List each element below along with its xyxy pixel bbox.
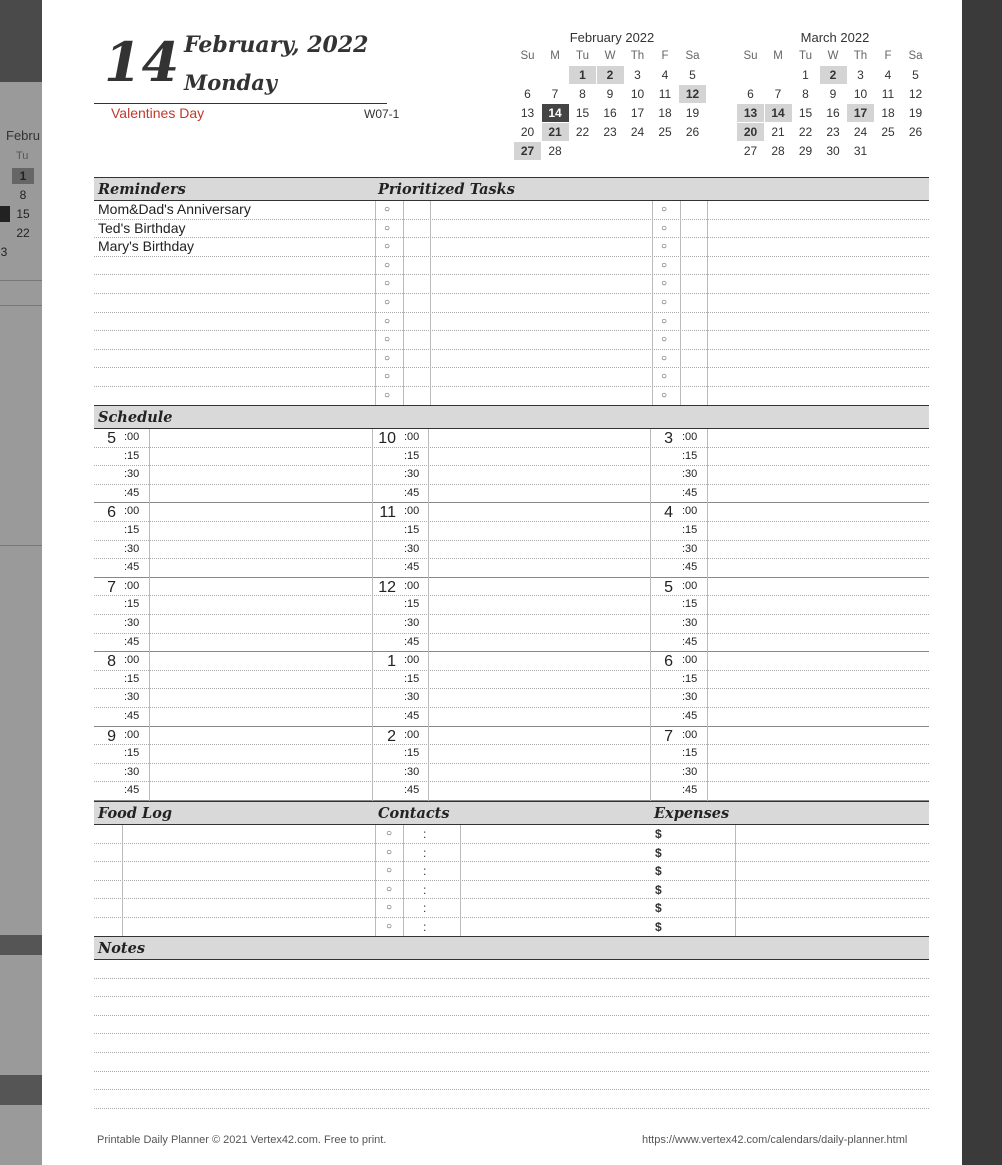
notes-line[interactable]: [94, 1072, 929, 1091]
column-divider: [707, 429, 708, 801]
schedule-minute[interactable]: :30: [682, 468, 698, 481]
section-title-expenses: Expenses: [654, 805, 730, 822]
mini-calendar-february: [514, 30, 710, 165]
mini-calendar-day[interactable]: 2: [820, 66, 847, 84]
contact-colon: :: [423, 920, 427, 934]
schedule-hour: 7: [664, 727, 673, 745]
schedule-minute[interactable]: :00: [124, 505, 140, 518]
mini-calendar-day[interactable]: 21: [771, 125, 785, 139]
mini-calendar-weekday: Th: [630, 50, 645, 62]
schedule-hour: 2: [387, 727, 396, 745]
reminder-task-row: [94, 387, 929, 406]
schedule-slot-row: [94, 466, 929, 485]
mini-calendar-day[interactable]: 30: [826, 144, 840, 158]
section-title-food-log: Food Log: [98, 805, 173, 822]
schedule-slot-row: [94, 615, 929, 634]
mini-calendar-day[interactable]: 25: [658, 125, 672, 139]
food-contact-expense-row: [94, 825, 929, 844]
column-divider: [652, 201, 653, 406]
section-title-reminders: Reminders: [98, 181, 186, 198]
mini-calendar-day[interactable]: 1: [802, 68, 809, 82]
column-divider: [372, 429, 373, 801]
schedule-minute[interactable]: :30: [124, 765, 140, 778]
schedule-hour: 10: [378, 430, 396, 447]
column-divider: [122, 825, 123, 937]
schedule-hour: 4: [664, 504, 673, 522]
mini-calendar-weekday: F: [661, 50, 669, 62]
mini-calendar-day[interactable]: 11: [658, 87, 672, 101]
task-bullet-icon[interactable]: ○: [661, 352, 668, 364]
schedule-hour: 12: [378, 578, 396, 596]
schedule-minute[interactable]: :15: [124, 747, 140, 760]
planner-page: [42, 0, 962, 1165]
schedule-minute[interactable]: :00: [124, 728, 140, 741]
schedule-grid: [94, 429, 929, 801]
schedule-minute[interactable]: :45: [682, 784, 698, 797]
mini-calendar-day[interactable]: 5: [912, 68, 919, 82]
mini-calendar-day[interactable]: 18: [881, 106, 895, 120]
mini-calendar-weekday: Th: [853, 50, 868, 62]
contact-bullet-icon[interactable]: ○: [386, 865, 393, 877]
schedule-hour: 1: [387, 653, 396, 671]
mini-calendar-day[interactable]: 3: [634, 68, 641, 82]
schedule-minute[interactable]: :45: [404, 635, 420, 648]
mini-calendar-day[interactable]: 17: [630, 106, 645, 120]
background-window-panel: [0, 0, 42, 1165]
task-bullet-icon[interactable]: ○: [384, 371, 391, 383]
schedule-minute[interactable]: :15: [682, 598, 698, 611]
mini-calendar-day[interactable]: 27: [514, 142, 541, 160]
mini-calendar-day[interactable]: 13: [520, 106, 535, 120]
mini-calendar-day[interactable]: 3: [857, 68, 864, 82]
schedule-minute[interactable]: :30: [404, 691, 420, 704]
background-gridline: [0, 280, 42, 281]
background-day: 8: [19, 188, 27, 202]
schedule-minute[interactable]: :45: [124, 635, 140, 648]
background-gridline: [0, 545, 42, 546]
notes-line[interactable]: [94, 1034, 929, 1053]
task-bullet-icon[interactable]: ○: [661, 334, 668, 346]
mini-calendar-day[interactable]: 15: [798, 106, 813, 120]
month-year-title: February, 2022: [184, 32, 369, 58]
expense-dollar[interactable]: $: [655, 845, 662, 860]
section-bar-reminders-tasks: [94, 177, 929, 201]
mini-calendar-day[interactable]: 28: [771, 144, 785, 158]
mini-calendar-day[interactable]: 16: [826, 106, 840, 120]
schedule-minute[interactable]: :30: [682, 617, 698, 629]
schedule-minute[interactable]: :15: [404, 449, 420, 462]
task-bullet-icon[interactable]: ○: [661, 390, 668, 401]
schedule-slot-row: [94, 503, 929, 522]
schedule-minute[interactable]: :00: [404, 431, 420, 443]
column-divider: [650, 429, 651, 801]
schedule-slot-row: [94, 485, 929, 504]
schedule-minute[interactable]: :00: [682, 728, 698, 741]
notes-line[interactable]: [94, 1090, 929, 1109]
schedule-minute[interactable]: :00: [682, 431, 698, 443]
column-divider: [375, 201, 376, 406]
schedule-minute[interactable]: :00: [682, 505, 698, 518]
reminder-task-row: [94, 275, 929, 294]
schedule-minute[interactable]: :30: [124, 542, 140, 555]
notes-lines: [94, 960, 929, 1110]
mini-calendar-day[interactable]: 4: [884, 68, 892, 82]
mini-calendar-day[interactable]: 9: [829, 87, 837, 101]
task-bullet-icon[interactable]: ○: [384, 222, 391, 234]
schedule-minute[interactable]: :30: [404, 468, 420, 481]
mini-calendar-weekday: Tu: [576, 50, 589, 62]
column-divider: [403, 201, 404, 406]
header-divider: [94, 103, 387, 104]
schedule-minute[interactable]: :30: [404, 542, 420, 555]
mini-calendar-weekday: W: [604, 50, 616, 62]
schedule-hour: 7: [107, 578, 116, 596]
schedule-hour: 6: [664, 653, 673, 671]
reminder-text[interactable]: Mom&Dad's Anniversary: [98, 201, 251, 217]
mini-calendar-day[interactable]: 20: [737, 123, 764, 141]
column-divider: [149, 429, 150, 801]
mini-calendar-day[interactable]: 8: [802, 87, 809, 101]
schedule-hour: 5: [107, 430, 116, 447]
task-bullet-icon[interactable]: ○: [661, 297, 668, 308]
mini-calendar-day[interactable]: 22: [798, 125, 813, 139]
reminder-task-row: [94, 238, 929, 257]
reminder-task-row: [94, 220, 929, 239]
section-title-contacts: Contacts: [378, 805, 450, 822]
schedule-hour: 9: [107, 727, 116, 745]
mini-calendar-day[interactable]: 27: [743, 144, 758, 158]
schedule-minute[interactable]: :00: [682, 654, 698, 667]
mini-calendar-day[interactable]: 28: [548, 144, 562, 158]
mini-calendar-day[interactable]: 16: [603, 106, 617, 120]
notes-line[interactable]: [94, 979, 929, 998]
schedule-slot-row: [94, 578, 929, 597]
column-divider: [707, 201, 708, 406]
contact-bullet-icon[interactable]: ○: [386, 883, 393, 895]
schedule-minute[interactable]: :15: [682, 747, 698, 760]
schedule-hour: 5: [664, 578, 673, 596]
mini-calendar-day[interactable]: 14: [542, 104, 569, 122]
reminder-task-row: [94, 350, 929, 369]
schedule-minute[interactable]: :30: [404, 765, 420, 778]
mini-calendar-day[interactable]: 7: [551, 87, 559, 101]
section-bar-notes: [94, 936, 929, 960]
mini-calendar-day[interactable]: 24: [853, 125, 868, 139]
food-contact-expense-row: [94, 899, 929, 918]
mini-calendar-day[interactable]: 31: [853, 144, 868, 158]
contact-colon: :: [423, 845, 427, 860]
mini-calendar-day[interactable]: 6: [524, 87, 531, 101]
footer-url[interactable]: https://www.vertex42.com/calendars/daily-planner.html: [642, 1134, 908, 1146]
mini-calendar-weekday: Su: [743, 50, 758, 62]
schedule-minute[interactable]: :30: [124, 617, 140, 629]
mini-calendar-day[interactable]: 12: [679, 85, 706, 103]
schedule-hour: 11: [379, 504, 396, 522]
expense-dollar[interactable]: $: [655, 827, 662, 841]
section-bar-food-contacts-expenses: [94, 801, 929, 825]
mini-calendar-day[interactable]: 19: [685, 106, 700, 120]
schedule-minute[interactable]: :15: [682, 672, 698, 685]
schedule-minute[interactable]: :45: [124, 486, 140, 499]
notes-line[interactable]: [94, 997, 929, 1016]
notes-line[interactable]: [94, 960, 929, 979]
schedule-minute[interactable]: :45: [404, 710, 420, 722]
mini-calendar-day[interactable]: 29: [798, 144, 813, 158]
schedule-minute[interactable]: :45: [124, 784, 140, 797]
task-bullet-icon[interactable]: ○: [384, 334, 391, 346]
schedule-minute[interactable]: :00: [124, 654, 140, 667]
schedule-hour: 3: [664, 430, 673, 447]
mini-calendar-day[interactable]: 12: [908, 87, 923, 101]
schedule-minute[interactable]: :30: [124, 691, 140, 704]
reminder-task-row: [94, 368, 929, 387]
mini-calendar-weekday: Su: [520, 50, 535, 62]
task-bullet-icon[interactable]: ○: [384, 297, 391, 308]
mini-calendar-day[interactable]: 6: [747, 87, 754, 101]
mini-calendar-weekday: Tu: [799, 50, 812, 62]
mini-calendar-title: February 2022: [569, 30, 655, 45]
food-contact-expense-row: [94, 862, 929, 881]
schedule-slot-row: [94, 448, 929, 467]
task-bullet-icon[interactable]: ○: [661, 204, 668, 215]
schedule-minute[interactable]: :15: [404, 598, 420, 611]
background-panel-header: [0, 0, 42, 82]
schedule-minute[interactable]: :15: [124, 524, 140, 536]
schedule-minute[interactable]: :00: [682, 579, 698, 592]
mini-calendar-title: March 2022: [800, 30, 870, 45]
mini-calendar-day[interactable]: 14: [765, 104, 792, 122]
task-bullet-icon[interactable]: ○: [661, 371, 668, 383]
schedule-minute[interactable]: :45: [682, 710, 698, 722]
weekday-title: Monday: [184, 70, 278, 95]
schedule-minute[interactable]: :00: [404, 728, 420, 741]
contact-colon: :: [423, 827, 427, 841]
mini-calendar-day[interactable]: 24: [630, 125, 645, 139]
task-bullet-icon[interactable]: ○: [661, 278, 668, 290]
schedule-slot-row: [94, 596, 929, 615]
section-title-notes: Notes: [98, 940, 146, 957]
task-bullet-icon[interactable]: ○: [384, 315, 391, 327]
schedule-minute[interactable]: :00: [124, 431, 140, 443]
mini-calendar-weekday: M: [550, 50, 560, 62]
background-window-edge: [962, 0, 1002, 1165]
column-divider: [680, 201, 681, 406]
contact-colon: :: [423, 901, 427, 916]
schedule-slot-row: [94, 782, 929, 801]
mini-calendar-day[interactable]: 18: [658, 106, 672, 120]
week-code: W07-1: [364, 107, 400, 121]
footer-copyright: Printable Daily Planner © 2021 Vertex42.com. Free to print.: [97, 1134, 387, 1146]
schedule-minute[interactable]: :15: [404, 747, 420, 760]
mini-calendar-weekday: M: [773, 50, 783, 62]
schedule-minute[interactable]: :45: [682, 635, 698, 648]
schedule-slot-row: [94, 671, 929, 690]
column-divider: [375, 825, 376, 937]
notes-line[interactable]: [94, 1016, 929, 1035]
schedule-minute[interactable]: :15: [404, 672, 420, 685]
background-gridline: [0, 1075, 42, 1105]
mini-calendar-day[interactable]: 11: [881, 87, 895, 101]
mini-calendar-weekday: F: [884, 50, 892, 62]
food-contacts-expenses-grid: [94, 825, 929, 937]
mini-calendar-day[interactable]: 22: [575, 125, 590, 139]
task-bullet-icon[interactable]: ○: [661, 222, 668, 234]
expense-dollar[interactable]: $: [655, 901, 662, 916]
mini-calendar-day[interactable]: 26: [685, 125, 700, 139]
mini-calendar-day[interactable]: 21: [542, 123, 569, 141]
mini-calendar-weekday: Sa: [908, 50, 923, 62]
schedule-minute[interactable]: :45: [124, 710, 140, 722]
schedule-slot-row: [94, 634, 929, 653]
mini-calendar-day[interactable]: 13: [737, 104, 764, 122]
schedule-minute[interactable]: :30: [682, 765, 698, 778]
schedule-minute[interactable]: :30: [682, 691, 698, 704]
schedule-minute[interactable]: :15: [682, 449, 698, 462]
schedule-minute[interactable]: :45: [404, 561, 420, 574]
column-divider: [430, 201, 431, 406]
schedule-minute[interactable]: :15: [124, 598, 140, 611]
schedule-slot-row: [94, 745, 929, 764]
background-day-fragment: 3: [0, 245, 8, 259]
contact-colon: :: [423, 864, 427, 879]
section-bar-schedule: [94, 405, 929, 429]
schedule-minute[interactable]: :15: [124, 449, 140, 462]
mini-calendar-day[interactable]: 2: [597, 66, 624, 84]
schedule-slot-row: [94, 522, 929, 541]
task-bullet-icon[interactable]: ○: [661, 241, 668, 253]
notes-line[interactable]: [94, 1053, 929, 1072]
task-bullet-icon[interactable]: ○: [384, 241, 391, 253]
task-bullet-icon[interactable]: ○: [384, 390, 391, 401]
mini-calendar-day[interactable]: 23: [603, 125, 617, 139]
contact-colon: :: [423, 882, 427, 897]
background-day-marker: [0, 206, 10, 222]
task-bullet-icon[interactable]: ○: [384, 204, 391, 215]
background-dow-fragment: Tu: [16, 150, 29, 162]
schedule-minute[interactable]: :45: [404, 486, 420, 499]
task-bullet-icon[interactable]: ○: [384, 352, 391, 364]
schedule-slot-row: [94, 429, 929, 448]
schedule-minute[interactable]: :00: [404, 505, 420, 518]
schedule-minute[interactable]: :30: [404, 617, 420, 629]
expense-dollar[interactable]: $: [655, 882, 662, 897]
mini-calendar-day[interactable]: 26: [908, 125, 923, 139]
schedule-hour: 6: [107, 504, 116, 522]
mini-calendar-day[interactable]: 1: [569, 66, 596, 84]
background-day: 1: [12, 168, 34, 184]
holiday-label: Valentines Day: [111, 105, 205, 121]
schedule-minute[interactable]: :45: [404, 784, 420, 797]
contact-bullet-icon[interactable]: ○: [386, 828, 393, 839]
contact-bullet-icon[interactable]: ○: [386, 902, 393, 914]
background-gridline: [0, 305, 42, 306]
food-contact-expense-row: [94, 881, 929, 900]
task-bullet-icon[interactable]: ○: [384, 278, 391, 290]
section-title-schedule: Schedule: [98, 409, 173, 426]
mini-calendar-weekday: W: [827, 50, 839, 62]
mini-calendar-day[interactable]: 15: [575, 106, 590, 120]
expense-dollar[interactable]: $: [655, 920, 662, 934]
schedule-minute[interactable]: :00: [404, 579, 420, 592]
day-number: 14: [104, 30, 180, 94]
mini-calendar-day[interactable]: 9: [606, 87, 614, 101]
schedule-slot-row: [94, 689, 929, 708]
reminder-text[interactable]: Ted's Birthday: [98, 219, 186, 236]
mini-calendar-march: [737, 30, 933, 165]
schedule-slot-row: [94, 708, 929, 727]
mini-calendar-day[interactable]: 19: [908, 106, 923, 120]
contact-bullet-icon[interactable]: ○: [386, 846, 393, 858]
schedule-minute[interactable]: :00: [124, 579, 140, 592]
schedule-hour: 8: [107, 653, 116, 671]
schedule-slot-row: [94, 652, 929, 671]
schedule-slot-row: [94, 541, 929, 560]
column-divider: [403, 825, 404, 937]
schedule-minute[interactable]: :15: [682, 524, 698, 536]
background-day: 22: [16, 226, 30, 240]
schedule-minute[interactable]: :15: [404, 524, 420, 536]
reminder-task-row: [94, 331, 929, 350]
reminder-text[interactable]: Mary's Birthday: [98, 238, 195, 255]
mini-calendar-day[interactable]: 4: [661, 68, 669, 82]
food-contact-expense-row: [94, 844, 929, 863]
mini-calendar-day[interactable]: 23: [826, 125, 840, 139]
schedule-minute[interactable]: :45: [682, 561, 698, 574]
schedule-minute[interactable]: :45: [124, 561, 140, 574]
reminder-task-row: [94, 313, 929, 332]
schedule-slot-row: [94, 764, 929, 783]
mini-calendar-day[interactable]: 25: [881, 125, 895, 139]
food-contact-expense-row: [94, 918, 929, 937]
schedule-minute[interactable]: :30: [124, 468, 140, 481]
section-title-prioritized-tasks: Prioritized Tasks: [378, 181, 515, 198]
mini-calendar-day[interactable]: 7: [774, 87, 782, 101]
task-bullet-icon[interactable]: ○: [384, 259, 391, 271]
schedule-slot-row: [94, 727, 929, 746]
schedule-minute[interactable]: :00: [404, 654, 420, 667]
reminder-task-row: [94, 257, 929, 276]
background-month-fragment: Febru: [6, 128, 40, 143]
contact-bullet-icon[interactable]: ○: [386, 921, 393, 932]
reminders-tasks-grid: [94, 201, 929, 406]
column-divider: [735, 825, 736, 937]
task-bullet-icon[interactable]: ○: [661, 315, 668, 327]
schedule-minute[interactable]: :15: [124, 672, 140, 685]
column-divider: [460, 825, 461, 937]
schedule-minute[interactable]: :30: [682, 542, 698, 555]
mini-calendar-day[interactable]: 10: [630, 87, 645, 101]
mini-calendar-day[interactable]: 17: [847, 104, 874, 122]
schedule-minute[interactable]: :45: [682, 486, 698, 499]
mini-calendar-day[interactable]: 10: [853, 87, 868, 101]
mini-calendar-day[interactable]: 5: [689, 68, 696, 82]
column-divider: [428, 429, 429, 801]
schedule-slot-row: [94, 559, 929, 578]
expense-dollar[interactable]: $: [655, 864, 662, 879]
reminder-task-row: [94, 294, 929, 313]
mini-calendar-day[interactable]: 8: [579, 87, 586, 101]
background-gridline: [0, 935, 42, 955]
task-bullet-icon[interactable]: ○: [661, 259, 668, 271]
mini-calendar-day[interactable]: 20: [520, 125, 535, 139]
background-day: 15: [16, 207, 30, 221]
mini-calendar-weekday: Sa: [685, 50, 700, 62]
